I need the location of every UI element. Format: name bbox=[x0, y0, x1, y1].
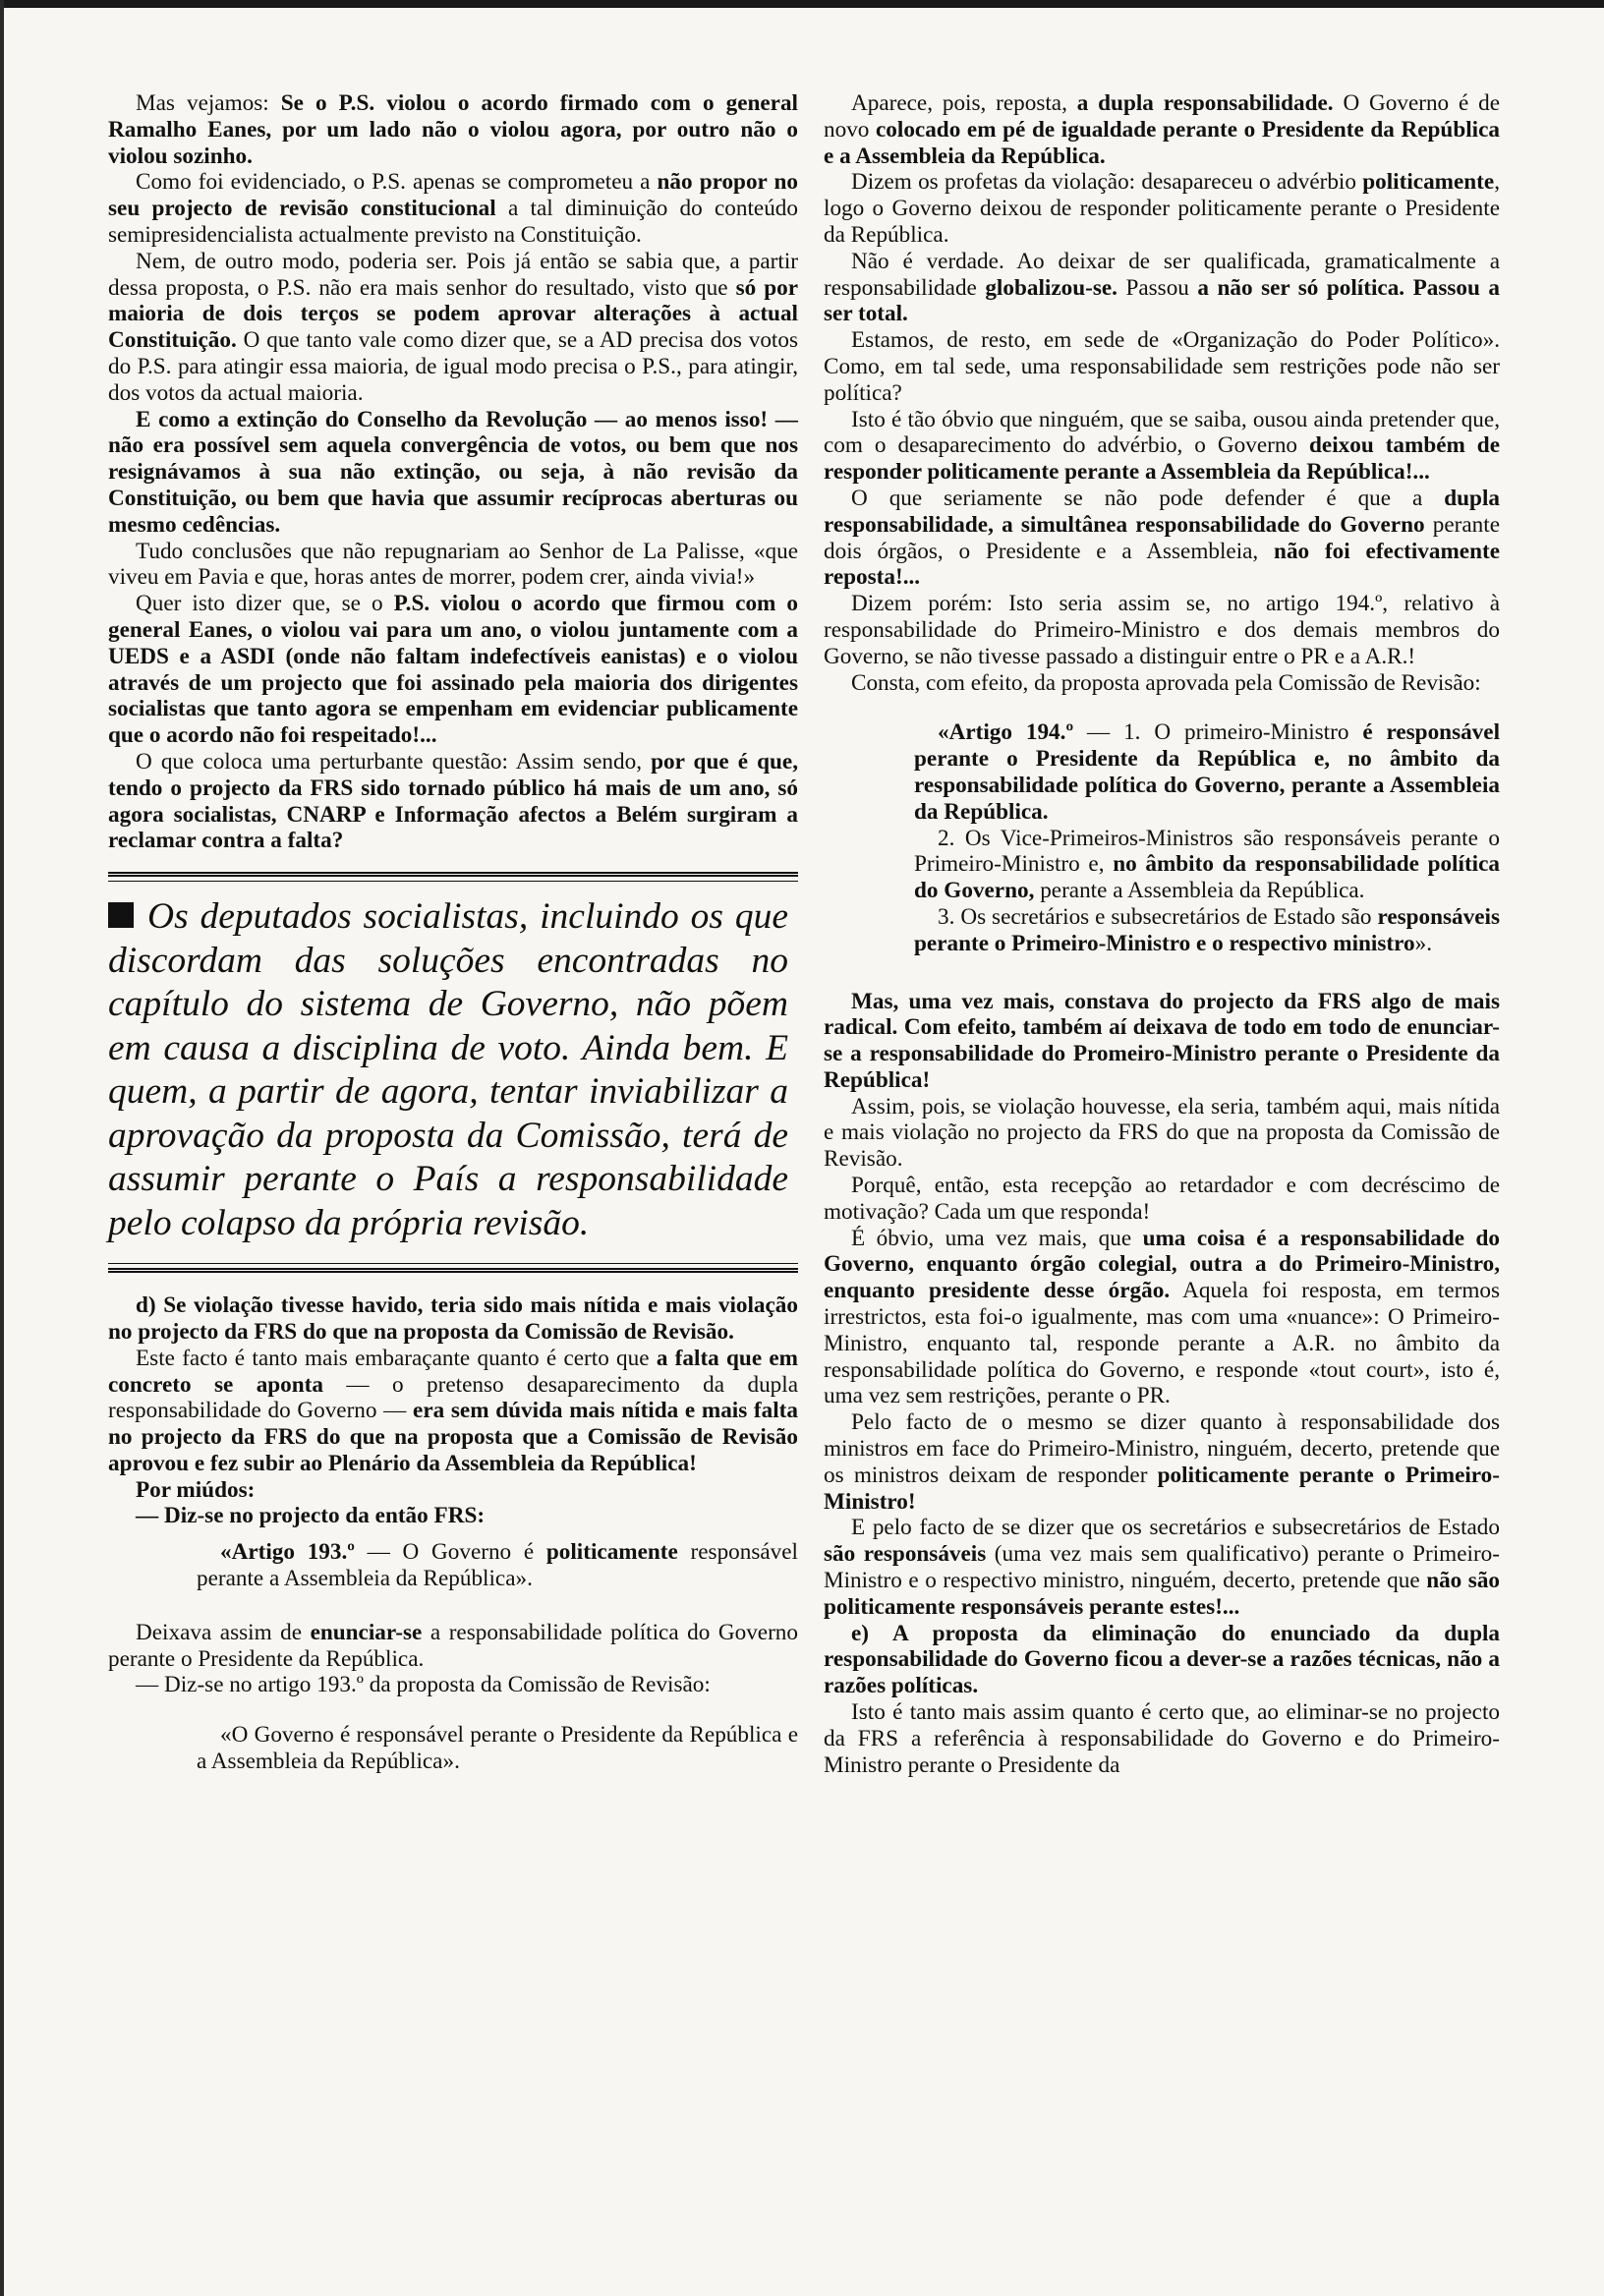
block-quote: «Artigo 194.º — 1. O primeiro-Ministro é responsável perante o Presidente da República e, no âmbito da responsabilidade política do Governo, perante a Assembleia da República. 2. Os Vice-Primeiros-Ministros são responsáveis perante o Primeiro-Ministro e, no âmbito da responsabilidade política do Governo, perante a Assembleia da República. 3. Os secretários e subsecretários de Estado são responsáveis perante o Primeiro-Ministro e o respectivo ministro». bbox=[914, 719, 1501, 956]
paragraph: E pelo facto de se dizer que os secretários e subsecretários de Estado são responsáveis (uma vez mais sem qualificativo) perante o Primeiro-Ministro e o respectivo ministro, ninguém, decerto, pretende que não são politicamente responsáveis perante estes!... bbox=[824, 1515, 1501, 1620]
paragraph: Isto é tão óbvio que ninguém, que se saiba, ousou ainda pretender que, com o desaparecimento do advérbio, o Governo deixou também de responder politicamente perante a Assembleia da República!... bbox=[824, 406, 1500, 486]
paragraph: Quer isto dizer que, se o P.S. violou o acordo que firmou com o general Eanes, o violou vai para um ano, o violou juntamente com a UEDS e a ASDI (onde não faltam indefectíveis eanistas) e o violou através de um projecto que foi assinado pela maioria dos dirigentes socialistas que tanto agora se empenham em evidenciar publicamente que o acordo não foi respeitado!... bbox=[108, 591, 799, 749]
pull-quote-text: Os deputados socialistas, incluindo os que discordam das soluções encontradas no capítulo do sistema de Governo, não põem em causa a disciplina de voto. Ainda bem. E quem, a partir de agora, tentar inviabilizar a aprovação da proposta da Comissão, terá de assumir perante o País a responsabilidade pelo colapso da própria revisão. bbox=[108, 896, 788, 1243]
paragraph: Tudo conclusões que não repugnariam ao Senhor de La Palisse, «que viveu em Pavia e que, horas antes de morrer, podem crer, ainda vivia!» bbox=[108, 538, 798, 591]
paragraph: Mas, uma vez mais, constava do projecto da FRS algo de mais radical. Com efeito, também aí deixava de todo em todo de enunciar-se a responsabilidade do Promeiro-Ministro perante o Presidente da República! bbox=[824, 988, 1500, 1093]
paragraph: e) A proposta da eliminação do enunciado da dupla responsabilidade do Governo ficou a dever-se a razões técnicas, não a razões políticas. bbox=[824, 1620, 1500, 1699]
paragraph: Este facto é tanto mais embaraçante quanto é certo que a falta que em concreto se aponta — o pretenso desaparecimento da dupla responsabilidade do Governo — era sem dúvida mais nítida e mais falta no projecto da FRS do que na proposta que a Comissão de Revisão aprovou e fez subir ao Plenário da Assembleia da República! bbox=[108, 1345, 799, 1476]
paragraph: d) Se violação tivesse havido, teria sido mais nítida e mais violação no projecto da FRS do que na proposta da Comissão de Revisão. bbox=[108, 1292, 798, 1345]
paragraph: Isto é tanto mais assim quanto é certo que, ao eliminar-se no projecto da FRS a referência à responsabilidade do Governo e do Primeiro-Ministro perante o Presidente da bbox=[824, 1699, 1500, 1778]
paragraph: Estamos, de resto, em sede de «Organização do Poder Político». Como, em tal sede, uma responsabilidade sem restrições pode não ser política? bbox=[824, 327, 1500, 406]
paragraph: E como a extinção do Conselho da Revolução — ao menos isso! — não era possível sem aquela convergência de votos, ou bem que nos resignávamos à sua não extinção, ou seja, à não revisão da Constituição, ou bem que havia que assumir recíprocas aberturas ou mesmo cedências. bbox=[108, 406, 798, 538]
paragraph: Mas vejamos: Se o P.S. violou o acordo firmado com o general Ramalho Eanes, por um lado não o violou agora, por outro não o violou sozinho. bbox=[108, 90, 798, 169]
paragraph: — Diz-se no artigo 193.º da proposta da Comissão de Revisão: bbox=[136, 1672, 711, 1698]
paragraph: — Diz-se no projecto da então FRS: bbox=[136, 1503, 486, 1529]
paragraph: Aparece, pois, reposta, a dupla responsabilidade. O Governo é de novo colocado em pé de igualdade perante o Presidente da República e a Assembleia da República. bbox=[824, 90, 1500, 169]
paragraph: Assim, pois, se violação houvesse, ela seria, também aqui, mais nítida e mais violação no projecto da FRS do que na proposta da Comissão de Revisão. bbox=[824, 1093, 1500, 1173]
paragraph: Dizem os profetas da violação: desapareceu o advérbio politicamente, logo o Governo deixou de responder politicamente perante o Presidente da República. bbox=[824, 169, 1500, 248]
paragraph: Deixava assim de enunciar-se a responsabilidade política do Governo perante o Presidente da República. bbox=[108, 1619, 798, 1672]
paragraph: O que seriamente se não pode defender é que a dupla responsabilidade, a simultânea responsabilidade do Governo perante dois órgãos, o Presidente e a Assembleia, não foi efectivamente reposta!... bbox=[824, 485, 1500, 591]
paragraph: É óbvio, uma vez mais, que uma coisa é a responsabilidade do Governo, enquanto órgão colegial, outra a do Primeiro-Ministro, enquanto presidente desse órgão. Aquela foi resposta, em termos irrestrictos, esta foi-o igualmente, mas com uma «nuance»: O Primeiro-Ministro, enquanto tal, responde perante a A.R. no âmbito da responsabilidade política do Governo, e responde «tout court», isto é, uma vez sem restrições, perante o PR. bbox=[824, 1225, 1501, 1409]
block-quote: «O Governo é responsável perante o Presidente da República e a Assembleia da República». bbox=[197, 1722, 798, 1775]
left-column bbox=[108, 90, 798, 1789]
page-top-border bbox=[0, 0, 1604, 8]
paragraph: Consta, com efeito, da proposta aprovada pela Comissão de Revisão: bbox=[851, 669, 1481, 696]
block-quote: «Artigo 193.º — O Governo é politicamente responsável perante a Assembleia da República». bbox=[197, 1539, 799, 1592]
paragraph: Pelo facto de o mesmo se dizer quanto à responsabilidade dos ministros em face do Primeiro-Ministro, ninguém, decerto, pretende que os ministros deixam de responder politicamente perante o Primeiro-Ministro! bbox=[824, 1409, 1500, 1515]
page-left-border bbox=[0, 0, 4, 2296]
paragraph: Por miúdos: bbox=[136, 1476, 256, 1503]
paragraph: Não é verdade. Ao deixar de ser qualificada, gramaticalmente a responsabilidade globalizou-se. Passou a não ser só política. Passou a ser total. bbox=[824, 248, 1500, 327]
paragraph: Porquê, então, esta recepção ao retardador e com decréscimo de motivação? Cada um que responda! bbox=[824, 1173, 1500, 1225]
square-bullet-icon bbox=[108, 902, 134, 928]
paragraph: Como foi evidenciado, o P.S. apenas se comprometeu a não propor no seu projecto de revisão constitucional a tal diminuição do conteúdo semipresidencialista actualmente previsto na Constituição. bbox=[108, 169, 798, 248]
pull-quote bbox=[108, 872, 798, 1273]
right-column bbox=[824, 90, 1500, 1778]
paragraph: O que coloca uma perturbante questão: Assim sendo, por que é que, tendo o projecto da FRS sido tornado público há mais de um ano, só agora socialistas, CNARP e Informação afectos a Belém surgiram a reclamar contra a falta? bbox=[108, 748, 798, 854]
paragraph: Dizem porém: Isto seria assim se, no artigo 194.º, relativo à responsabilidade do Primeiro-Ministro e dos demais membros do Governo, se não tivesse passado a distinguir entre o PR e a A.R.! bbox=[824, 591, 1500, 669]
paragraph: Nem, de outro modo, poderia ser. Pois já então se sabia que, a partir dessa proposta, o P.S. não era mais senhor do resultado, visto que só por maioria de dois terços se podem aprovar alterações à actual Constituição. O que tanto vale como dizer que, se a AD precisa dos votos do P.S. para atingir essa maioria, de igual modo precisa o P.S., para atingir, dos votos da actual maioria. bbox=[108, 248, 799, 406]
